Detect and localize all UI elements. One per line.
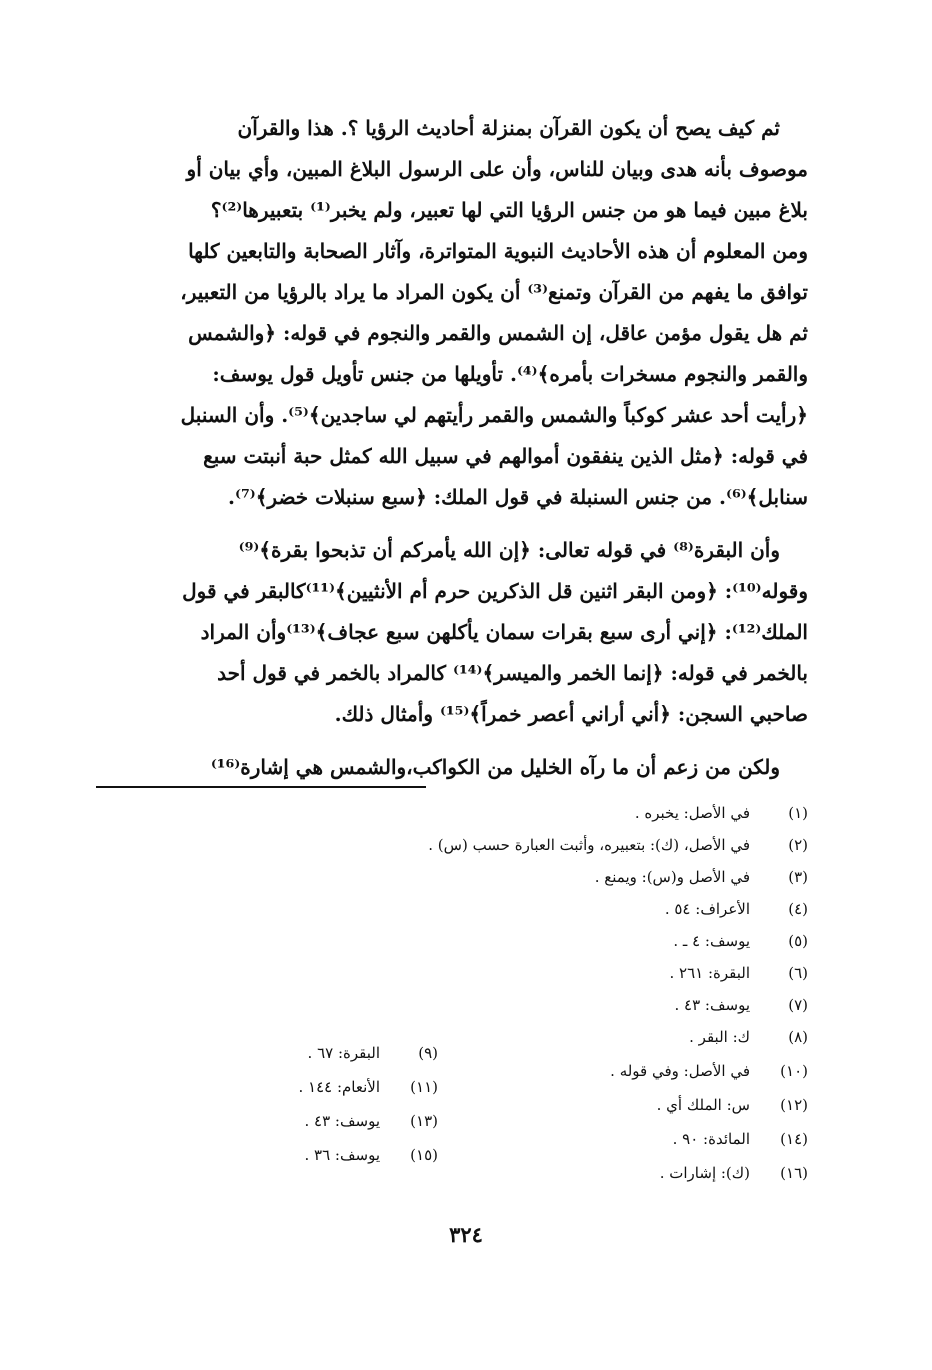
footnote-text: يوسف: ٤ ـ . <box>673 932 750 950</box>
footnote-11 <box>298 1072 438 1102</box>
footnote-10 <box>610 1056 808 1086</box>
footnote-text: يوسف: ٤٣ . <box>674 996 750 1014</box>
footnote-text: يوسف: ٣٦ . <box>304 1146 380 1164</box>
footnote-text: البقرة: ٢٦١ . <box>669 964 750 982</box>
text-line: بلاغ مبين فيما هو من جنس الرؤيا التي لها تعبير، ولم يخبر⁽¹⁾ بتعبيرها⁽²⁾؟ <box>210 198 808 222</box>
page-number: ٣٢٤ <box>449 1222 483 1247</box>
footnote-9 <box>308 1038 438 1068</box>
footnote-number: (٧) <box>788 996 808 1014</box>
footnote-number: (٨) <box>788 1028 808 1046</box>
footnote-text: الأنعام: ١٤٤ . <box>298 1078 380 1096</box>
text-line: ولكن من زعم أن ما رآه الخليل من الكواكب،والشمس هي إشارة⁽¹⁶⁾ <box>210 755 780 779</box>
text-line: والقمر والنجوم مسخرات بأمره﴾⁽⁴⁾. تأويلها من جنس تأويل قول يوسف: <box>212 362 808 386</box>
footnote-number: (٥) <box>788 932 808 950</box>
footnote-number: (١٦) <box>780 1164 808 1182</box>
footnote-number: (٦) <box>788 964 808 982</box>
footnote-text: في الأصل: يخبره . <box>634 804 750 822</box>
text-line: موصوف بأنه هدى وبيان للناس، وأن على الرسول البلاغ المبين، وأي بيان أو <box>186 157 808 181</box>
footnote-number: (١) <box>788 804 808 822</box>
text-line: ثم كيف يصح أن يكون القرآن بمنزلة أحاديث الرؤيا ؟. هذا والقرآن <box>237 116 780 140</box>
footnote-13 <box>304 1106 438 1136</box>
text-line: في قوله: ﴿مثل الذين ينفقون أموالهم في سبيل الله كمثل حبة أنبتت سبع <box>203 444 808 468</box>
footnote-text: في الأصل و(س): ويمنع . <box>594 868 750 886</box>
footnote-6 <box>669 958 808 988</box>
page-body <box>96 108 808 1182</box>
footnote-4 <box>665 894 808 924</box>
text-line: ثم هل يقول مؤمن عاقل، إن الشمس والقمر والنجوم في قوله: ﴿والشمس <box>188 321 808 345</box>
footnote-number: (١٣) <box>410 1112 438 1130</box>
text-line: الملك⁽¹²⁾: ﴿إني أرى سبع بقرات سمان يأكلهن سبع عجاف﴾⁽¹³⁾وأن المراد <box>200 620 808 644</box>
footnote-15 <box>304 1140 438 1170</box>
footnote-text: البقرة: ٦٧ . <box>307 1044 380 1062</box>
footnote-number: (٤) <box>788 900 808 918</box>
footnote-number: (١٢) <box>780 1096 808 1114</box>
footnote-text: يوسف: ٤٣ . <box>304 1112 380 1130</box>
text-line: وأن البقرة⁽⁸⁾ في قوله تعالى: ﴿إن الله يأمركم أن تذبحوا بقرة﴾⁽⁹⁾ <box>238 538 780 562</box>
text-line: بالخمر في قوله: ﴿إنما الخمر والميسر﴾⁽¹⁴⁾ كالمراد بالخمر في قول أحد <box>217 661 808 685</box>
footnote-text: المائدة: ٩٠ . <box>672 1130 750 1148</box>
paragraph-2 <box>96 530 808 735</box>
footnote-number: (٩) <box>418 1044 438 1062</box>
text-line: سنابل﴾⁽⁶⁾. من جنس السنبلة في قول الملك: ﴿سبع سنبلات خضر﴾⁽⁷⁾. <box>228 485 808 509</box>
footnote-number: (١٠) <box>780 1062 808 1080</box>
footnote-5 <box>673 926 808 956</box>
footnote-number: (٢) <box>788 836 808 854</box>
footnote-text: الأعراف: ٥٤ . <box>664 900 750 918</box>
footnote-text: س: الملك أي . <box>656 1096 750 1114</box>
footnote-16 <box>660 1158 808 1188</box>
paragraph-1 <box>96 108 808 518</box>
footnote-text: (ك): إشارات . <box>659 1164 750 1182</box>
footnote-number: (١٥) <box>410 1146 438 1164</box>
text-line: ومن المعلوم أن هذه الأحاديث النبوية المتواترة، وآثار الصحابة والتابعين كلها <box>188 239 808 263</box>
text-line: وقوله⁽¹⁰⁾: ﴿ومن البقر اثنين قل الذكرين حرم أم الأنثيين﴾⁽¹¹⁾كالبقر في قول <box>182 579 808 603</box>
footnote-8 <box>689 1022 808 1052</box>
footnote-12 <box>657 1090 808 1120</box>
footnote-14 <box>673 1124 808 1154</box>
text-line: توافق ما يفهم من القرآن وتمنع⁽³⁾ أن يكون المراد ما يراد بالرؤيا من التعبير، <box>180 280 808 304</box>
footnote-1 <box>635 798 808 828</box>
footnote-3 <box>595 862 808 892</box>
text-line: ﴿رأيت أحد عشر كوكباً والشمس والقمر رأيتهم لي ساجدين﴾⁽⁵⁾. وأن السنبل <box>180 403 808 427</box>
paragraph-3 <box>96 747 808 788</box>
footnote-text: ك: البقر . <box>689 1028 750 1046</box>
footnote-number: (١٤) <box>780 1130 808 1148</box>
footnote-number: (٣) <box>788 868 808 886</box>
footnote-text: في الأصل: وفي قوله . <box>610 1062 750 1080</box>
footnote-2 <box>428 830 808 860</box>
footnote-separator <box>96 786 426 788</box>
text-line: صاحبي السجن: ﴿أني أراني أعصر خمراً﴾⁽¹⁵⁾ وأمثال ذلك. <box>334 702 808 726</box>
footnote-7 <box>674 990 808 1020</box>
footnote-number: (١١) <box>410 1078 438 1096</box>
footnote-text: في الأصل، (ك): بتعبيره، وأثبت العبارة حسب (س) . <box>428 836 750 854</box>
